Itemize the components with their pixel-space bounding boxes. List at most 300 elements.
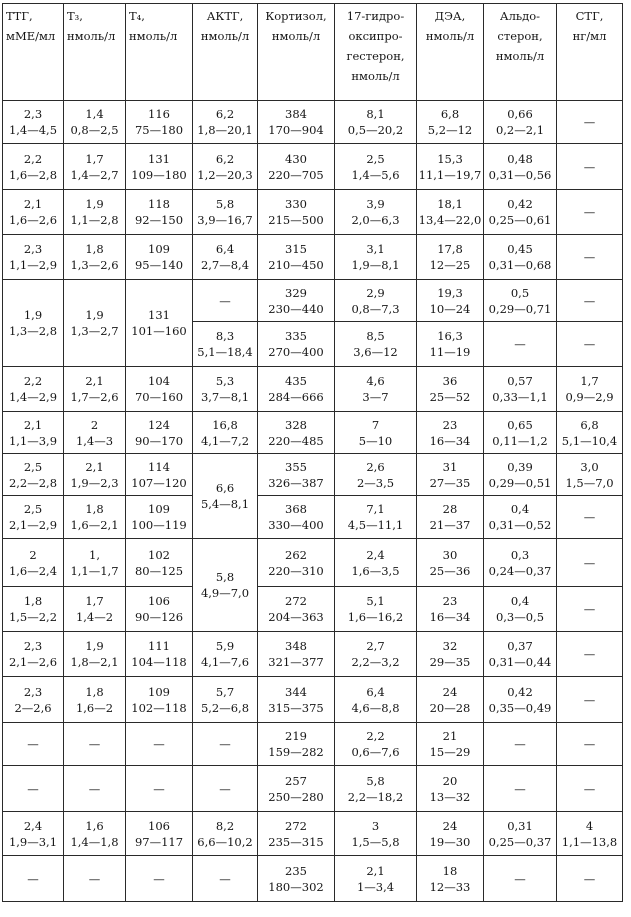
header-line: нмоль/л [271, 29, 321, 43]
cell-value: — [583, 159, 596, 174]
data-cell [557, 677, 623, 723]
cell-value: — [219, 871, 231, 886]
data-cell [335, 632, 417, 677]
cell-value: 0,37 [507, 639, 533, 653]
cell-range: 101—160 [131, 324, 187, 338]
cell-range: 1,6—2,8 [8, 167, 58, 182]
cell-value: 1,6 [85, 818, 104, 833]
cell-value: 355 [285, 459, 307, 474]
data-cell [557, 496, 623, 539]
cell-value: 30 [442, 547, 458, 562]
cell-value: 335 [285, 329, 307, 343]
cell-range: 4,1—7,6 [200, 655, 250, 669]
cell-range: 25—52 [429, 390, 471, 404]
cell-value: — [514, 337, 526, 351]
data-cell [64, 539, 126, 587]
cell-range: 2,2—2,8 [8, 475, 58, 490]
cell-range: 1,2—20,3 [197, 167, 253, 182]
cell-value: 116 [148, 107, 170, 121]
data-cell [557, 812, 623, 856]
data-cell [3, 101, 64, 144]
cell-value: 124 [148, 417, 170, 432]
cell-value: 6,8 [440, 107, 460, 121]
data-cell [126, 235, 193, 280]
data-cell [258, 322, 335, 367]
data-cell [126, 539, 193, 587]
cell-value: — [583, 871, 596, 886]
cell-value: — [219, 781, 231, 796]
data-cell [258, 280, 335, 322]
cell-value: 330 [285, 197, 307, 211]
cell-range: 2—2,6 [14, 700, 52, 715]
cell-range: 1,3—2,8 [8, 324, 58, 338]
cell-value: 2,7 [366, 639, 385, 653]
cell-value: 131 [148, 151, 170, 166]
data-cell [258, 144, 335, 190]
cell-value: 2,3 [23, 639, 43, 653]
cell-value: — [583, 205, 596, 219]
cell-value: 6,2 [215, 107, 235, 121]
cell-value: 8,1 [366, 107, 385, 121]
cell-value: 15,3 [437, 151, 463, 166]
data-cell [557, 632, 623, 677]
data-cell [193, 723, 258, 766]
data-cell [335, 539, 417, 587]
data-cell [258, 766, 335, 812]
data-cell [484, 766, 557, 812]
header-line: нмоль/л [129, 29, 178, 43]
cell-value: 0,42 [507, 197, 533, 211]
cell-value: — [583, 647, 596, 661]
cell-range: 102—118 [131, 700, 187, 715]
cell-value: 384 [285, 107, 307, 121]
cell-value: 2,1 [85, 374, 104, 388]
cell-value: — [583, 737, 596, 751]
cell-value: 5,8 [215, 197, 235, 211]
data-cell [193, 856, 258, 902]
data-cell [417, 539, 484, 587]
data-cell [193, 454, 258, 539]
cell-value: 2,1 [23, 197, 43, 211]
cell-value: — [583, 510, 596, 524]
cell-range: 321—377 [268, 655, 324, 669]
cell-value: — [514, 871, 526, 886]
cell-range: 2,1—2,6 [8, 655, 58, 669]
cell-range: 250—280 [268, 789, 324, 804]
cell-value: 368 [285, 502, 307, 516]
cell-range: 230—440 [268, 301, 324, 316]
data-cell [126, 812, 193, 856]
data-cell [258, 632, 335, 677]
cell-range: 210—450 [268, 258, 324, 272]
cell-range: 330—400 [268, 518, 324, 532]
cell-value: 435 [285, 374, 307, 388]
data-cell [417, 412, 484, 454]
data-cell [557, 587, 623, 632]
cell-value: — [514, 737, 526, 751]
cell-value: — [153, 781, 165, 796]
header-line: ДЭА, [434, 9, 466, 23]
header-line: нмоль/л [67, 29, 116, 43]
cell-value: — [583, 692, 596, 707]
data-cell [64, 144, 126, 190]
data-cell [126, 856, 193, 902]
data-cell [64, 367, 126, 412]
cell-range: 159—282 [268, 745, 324, 759]
data-cell [258, 235, 335, 280]
cell-range: 97—117 [134, 834, 184, 849]
data-cell [484, 587, 557, 632]
data-cell [126, 412, 193, 454]
cell-value: 2,4 [23, 818, 43, 833]
data-cell [258, 677, 335, 723]
data-cell [3, 539, 64, 587]
cell-range: 92—150 [134, 213, 184, 227]
data-cell [3, 677, 64, 723]
header-line: нмоль/л [200, 29, 250, 43]
data-cell [335, 235, 417, 280]
data-cell [484, 235, 557, 280]
data-cell [193, 412, 258, 454]
cell-range: 1,4—1,8 [70, 834, 119, 849]
header-cortisol [258, 4, 335, 101]
cell-range: 109—180 [131, 167, 187, 182]
cell-range: 315—375 [268, 700, 324, 715]
cell-range: 180—302 [268, 879, 324, 894]
cell-value: 4 [585, 818, 594, 833]
header-17-ohp [335, 4, 417, 101]
data-cell [557, 322, 623, 367]
data-cell [484, 101, 557, 144]
cell-value: 262 [285, 547, 307, 562]
cell-value: 2,4 [366, 547, 385, 562]
data-cell [417, 190, 484, 235]
cell-value: 5,3 [215, 374, 235, 388]
cell-range: 2—3,5 [356, 475, 395, 490]
cell-range: 4,5—11,1 [347, 518, 404, 532]
cell-range: 220—310 [268, 563, 324, 578]
data-cell [64, 766, 126, 812]
cell-value: — [88, 737, 101, 751]
cell-range: 0,31—0,52 [488, 518, 552, 532]
data-cell [484, 454, 557, 496]
header-line: нг/мл [572, 29, 607, 43]
data-cell [3, 280, 64, 367]
cell-value: 2,2 [23, 374, 43, 388]
data-cell [193, 190, 258, 235]
cell-value: 1,7 [85, 594, 104, 608]
cell-value: 0,4 [510, 502, 530, 516]
cell-range: 0,31—0,44 [488, 655, 552, 669]
cell-value: 272 [285, 818, 307, 833]
cell-range: 0,9—2,9 [565, 390, 614, 404]
cell-range: 326—387 [268, 475, 324, 490]
cell-value: 8,5 [366, 329, 385, 343]
cell-range: 13—32 [429, 789, 471, 804]
data-cell [258, 412, 335, 454]
cell-range: 0,8—7,3 [351, 301, 400, 316]
data-cell [126, 454, 193, 496]
cell-range: 107—120 [131, 475, 187, 490]
cell-range: 20—28 [429, 700, 471, 715]
cell-range: 27—35 [429, 475, 471, 490]
cell-range: 1—3,4 [356, 879, 395, 894]
cell-range: 284—666 [268, 390, 324, 404]
cell-value: — [583, 781, 596, 796]
cell-value: 1,7 [580, 374, 599, 388]
data-cell [64, 496, 126, 539]
cell-value: 31 [442, 459, 458, 474]
cell-range: 170—904 [268, 123, 324, 137]
cell-value: 315 [285, 242, 307, 256]
cell-value: 235 [285, 863, 307, 878]
cell-value: 0,65 [507, 417, 533, 432]
cell-range: 100—119 [131, 518, 187, 532]
data-cell [126, 632, 193, 677]
cell-value: 0,66 [507, 107, 533, 121]
cell-value: 2,6 [366, 459, 385, 474]
data-cell [484, 144, 557, 190]
cell-range: 90—126 [134, 610, 184, 624]
data-cell [126, 101, 193, 144]
cell-value: 2 [29, 547, 37, 562]
data-cell [64, 677, 126, 723]
cell-range: 1,4—5,6 [351, 167, 400, 182]
header-line: Кортизол, [265, 9, 327, 23]
data-cell [335, 812, 417, 856]
cell-value: 3,9 [366, 197, 385, 211]
cell-value: 1,9 [23, 308, 43, 322]
cell-value: 109 [148, 242, 170, 256]
data-cell [335, 454, 417, 496]
cell-range: 15—29 [429, 745, 471, 759]
cell-range: 80—125 [134, 563, 184, 578]
data-cell [258, 454, 335, 496]
data-cell [484, 539, 557, 587]
cell-value: — [583, 293, 596, 308]
cell-value: 8,2 [215, 818, 235, 833]
cell-value: 2,1 [366, 863, 385, 878]
cell-value: 0,45 [507, 242, 533, 256]
cell-range: 2,1—2,9 [8, 518, 58, 532]
cell-range: 5,1—10,4 [561, 433, 618, 448]
cell-range: 270—400 [268, 345, 324, 359]
cell-range: 204—363 [268, 610, 324, 624]
cell-value: 104 [148, 374, 170, 388]
data-cell [126, 144, 193, 190]
cell-range: 12—33 [429, 879, 471, 894]
cell-value: 0,48 [507, 151, 533, 166]
cell-value: — [88, 871, 101, 886]
cell-value: 18 [442, 863, 458, 878]
data-cell [417, 723, 484, 766]
header-line: ТТГ, [6, 9, 33, 23]
cell-value: 20 [442, 773, 458, 788]
cell-value: 344 [285, 684, 307, 699]
cell-value: 23 [442, 594, 458, 608]
data-cell [484, 367, 557, 412]
cell-range: 75—180 [134, 123, 184, 137]
cell-value: 32 [442, 639, 458, 653]
data-cell [193, 677, 258, 723]
data-cell [258, 723, 335, 766]
cell-range: 0,11—1,2 [492, 433, 548, 448]
cell-range: 0,33—1,1 [492, 390, 548, 404]
data-cell [417, 144, 484, 190]
cell-value: 3,0 [580, 459, 599, 474]
cell-range: 25—36 [429, 563, 471, 578]
header-aldosterone [484, 4, 557, 101]
data-cell [193, 322, 258, 367]
cell-value: 5,9 [215, 639, 235, 653]
cell-range: 1,1—2,9 [8, 258, 58, 272]
data-cell [258, 812, 335, 856]
cell-value: 328 [285, 417, 307, 432]
data-cell [126, 677, 193, 723]
data-cell [484, 812, 557, 856]
data-cell [557, 101, 623, 144]
cell-value: 106 [148, 594, 170, 608]
cell-range: 1,9—3,1 [8, 834, 58, 849]
data-cell [3, 367, 64, 412]
data-cell [64, 723, 126, 766]
header-line: оксипро- [348, 29, 403, 43]
cell-range: 0,5—20,2 [347, 123, 404, 137]
data-cell [335, 101, 417, 144]
header-line: Альдо- [499, 9, 541, 23]
header-actg [193, 4, 258, 101]
data-cell [258, 190, 335, 235]
data-cell [335, 412, 417, 454]
cell-value: 109 [148, 684, 170, 699]
cell-value: — [514, 781, 526, 796]
cell-value: 102 [148, 547, 170, 562]
cell-range: 0,25—0,61 [488, 213, 552, 227]
data-cell [258, 496, 335, 539]
data-cell [557, 766, 623, 812]
data-cell [193, 812, 258, 856]
cell-range: 0,6—7,6 [351, 745, 400, 759]
cell-value: 0,5 [510, 285, 530, 300]
header-line: мМЕ/мл [6, 29, 56, 43]
cell-range: 0,31—0,56 [488, 167, 552, 182]
header-line: Т₃, [67, 9, 83, 23]
cell-value: 348 [285, 639, 307, 653]
cell-range: 1,1—1,7 [70, 563, 119, 578]
data-cell [417, 856, 484, 902]
header-line: нмоль/л [425, 29, 475, 43]
data-cell [557, 235, 623, 280]
cell-value: 0,42 [507, 684, 533, 699]
data-cell [64, 190, 126, 235]
data-cell [3, 812, 64, 856]
cell-value: 2,1 [85, 459, 104, 474]
cell-value: — [219, 737, 231, 751]
data-cell [126, 367, 193, 412]
data-cell [64, 856, 126, 902]
data-cell [557, 723, 623, 766]
cell-range: 1,1—13,8 [561, 834, 618, 849]
data-cell [417, 496, 484, 539]
data-cell [258, 856, 335, 902]
cell-range: 1,6—3,5 [351, 563, 400, 578]
cell-value: 7 [371, 417, 380, 432]
data-cell [417, 766, 484, 812]
data-cell [64, 412, 126, 454]
cell-range: 2,2—18,2 [347, 789, 404, 804]
cell-range: 3,7—8,1 [200, 390, 250, 404]
cell-value: 1,8 [85, 502, 104, 516]
cell-value: — [27, 737, 39, 751]
cell-value: 6,4 [366, 684, 385, 699]
cell-value: 0,4 [510, 594, 530, 608]
cell-value: 3 [371, 818, 380, 833]
data-cell [64, 632, 126, 677]
cell-value: 109 [148, 502, 170, 516]
header-line: нмоль/л [495, 49, 545, 63]
cell-value: 2,3 [23, 684, 43, 699]
cell-value: 28 [442, 502, 458, 516]
cell-value: 7,1 [366, 502, 385, 516]
data-cell [484, 677, 557, 723]
cell-value: 5,8 [215, 570, 235, 584]
cell-range: 0,2—2,1 [495, 123, 545, 137]
cell-range: 2,2—3,2 [351, 655, 400, 669]
cell-range: 70—160 [134, 390, 184, 404]
cell-range: 5—10 [358, 433, 393, 448]
data-cell [64, 101, 126, 144]
cell-range: 1,6—2,1 [70, 518, 119, 532]
data-cell [417, 587, 484, 632]
cell-value: 329 [285, 285, 307, 300]
cell-range: 5,2—12 [427, 123, 473, 137]
data-cell [484, 723, 557, 766]
cell-value: 2 [90, 417, 99, 432]
cell-value: 4,6 [366, 374, 385, 388]
data-cell [335, 367, 417, 412]
data-cell [64, 587, 126, 632]
data-cell [3, 496, 64, 539]
data-cell [484, 496, 557, 539]
data-cell [335, 190, 417, 235]
cell-value: 106 [148, 818, 170, 833]
cell-value: 8,3 [215, 329, 235, 343]
cell-range: 1,4—4,5 [8, 123, 58, 137]
cell-value: 1,4 [85, 107, 104, 121]
cell-value: — [88, 781, 101, 796]
data-cell [335, 856, 417, 902]
data-cell [557, 144, 623, 190]
data-cell [126, 496, 193, 539]
cell-value: 17,8 [437, 242, 463, 256]
data-cell [417, 454, 484, 496]
cell-range: 13,4—22,0 [418, 213, 482, 227]
data-cell [557, 856, 623, 902]
cell-value: 5,7 [215, 684, 235, 699]
cell-range: 3—7 [362, 390, 389, 404]
cell-value: 0,57 [507, 374, 533, 388]
data-cell [3, 723, 64, 766]
cell-value: 1,7 [85, 151, 104, 166]
data-cell [417, 101, 484, 144]
cell-value: 131 [148, 308, 170, 322]
cell-range: 11—19 [429, 345, 471, 359]
data-cell [484, 322, 557, 367]
data-cell [417, 677, 484, 723]
header-line: гестерон, [346, 49, 405, 63]
cell-range: 1,6—2,6 [8, 213, 58, 227]
data-cell [557, 454, 623, 496]
